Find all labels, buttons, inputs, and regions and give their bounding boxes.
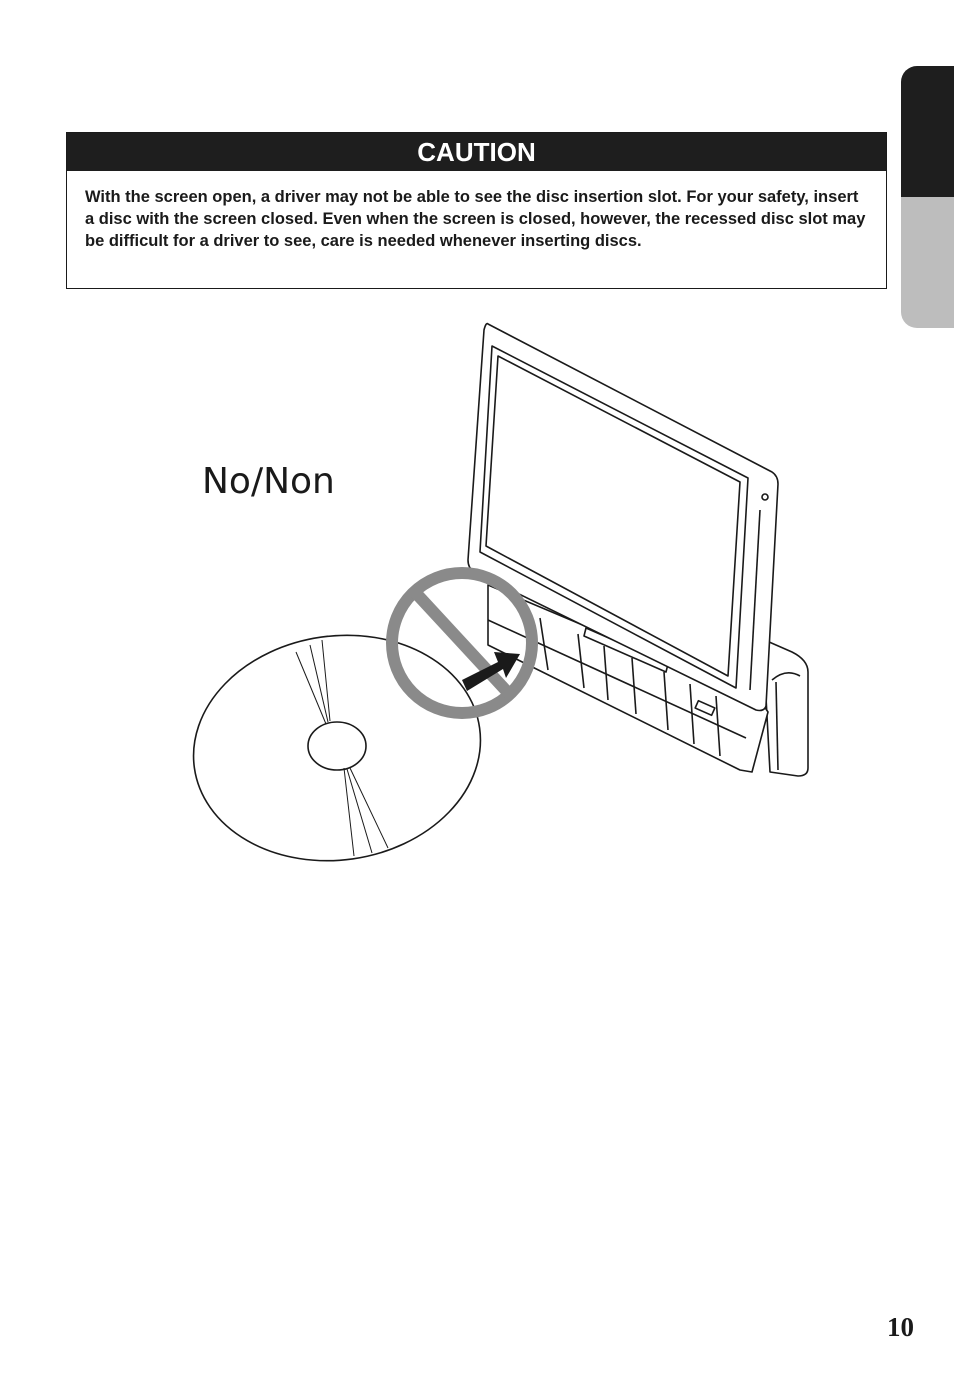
page-number: 10 — [887, 1312, 914, 1342]
no-label: No/Non — [202, 461, 335, 502]
caution-text: With the screen open, a driver may not be able to see the disc insertion slot. For your safety, insert a disc with the screen closed. Even when the screen is closed, however, the recessed disc slot may be difficult for a driver to see, care is needed whenever inserting discs. — [85, 188, 866, 250]
disc-insertion-illustration — [0, 300, 954, 880]
section-tab-dark — [901, 66, 954, 197]
caution-box — [66, 132, 887, 289]
caution-title: CAUTION — [67, 133, 886, 171]
head-unit-drawing — [468, 324, 808, 776]
compact-disc-drawing — [179, 617, 495, 879]
